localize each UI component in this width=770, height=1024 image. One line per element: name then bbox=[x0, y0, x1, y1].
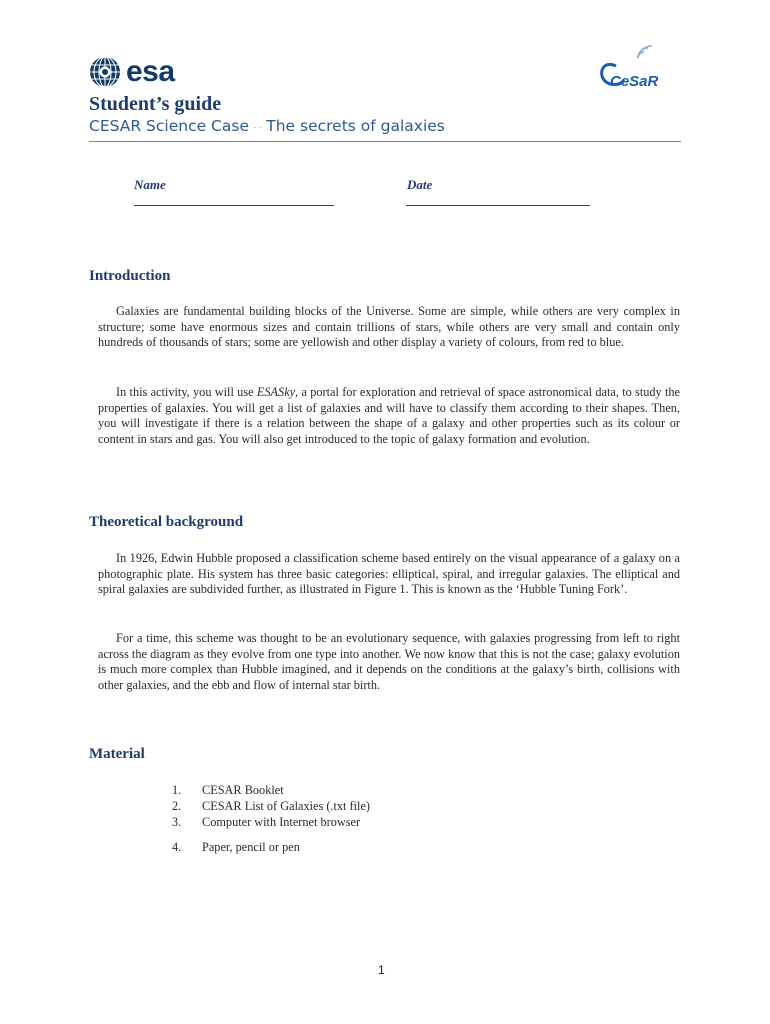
esa-logo-text: esa bbox=[126, 55, 175, 88]
subtitle-topic: The secrets of galaxies bbox=[266, 117, 445, 135]
list-item: 4. Paper, pencil or pen bbox=[172, 840, 300, 854]
list-item: 3. Computer with Internet browser bbox=[172, 815, 361, 829]
subtitle-separator: – – bbox=[253, 122, 263, 131]
esa-globe-icon bbox=[88, 55, 122, 89]
material-list bbox=[172, 782, 370, 855]
page-subtitle bbox=[89, 117, 445, 135]
cesar-logo bbox=[594, 44, 674, 92]
theory-heading: Theoretical background bbox=[89, 514, 244, 530]
svg-text:CeSaR: CeSaR bbox=[610, 73, 659, 90]
introduction-paragraph-2 bbox=[98, 385, 680, 448]
esa-logo bbox=[88, 54, 175, 90]
name-label: Name bbox=[134, 177, 166, 192]
introduction-heading: Introduction bbox=[89, 268, 171, 284]
introduction-paragraph-1: Galaxies are fundamental building blocks of the Universe. Some are simple, while others are very complex in structure; some have enormous sizes and contain trillions of stars, while others are very small and contain only hundreds of thousands of stars; some are yellowish and other display a variety of colours, from red to blue. bbox=[98, 304, 680, 350]
date-label: Date bbox=[407, 177, 433, 192]
theory-paragraph-2: For a time, this scheme was thought to be an evolutionary sequence, with galaxies progressing from left to right across the diagram as they evolve from one type into another. We now know that this is not the case; galaxy evolution is much more complex than Hubble imagined, and it depends on the conditions at the galaxy’s birth, collisions with other galaxies, and the ebb and flow of internal star birth. bbox=[98, 631, 680, 693]
date-field[interactable] bbox=[406, 205, 590, 206]
intro-p2-end: , a portal for exploration and retrieval of space astronomical data, to study the properties of galaxies. You will get a list of galaxies and will have to classify them according to their shapes. Then, you will investigate if there is a relation between the shape of a galaxy and other properties such as its colour or content in stars and gas. You will also get introduced to the topic of galaxy formation and evolution. bbox=[98, 385, 681, 447]
theory-paragraph-1: In 1926, Edwin Hubble proposed a classification scheme based entirely on the visual appearance of a galaxy on a photographic plate. His system has three basic categories: elliptical, spiral, and irregular galaxies. The elliptical and spiral galaxies are subdivided further, as illustrated in Figure 1. This is known as the ‘Hubble Tuning Fork’. bbox=[98, 551, 680, 597]
name-field[interactable] bbox=[134, 205, 334, 206]
esasky-term: ESASky bbox=[256, 385, 296, 399]
list-item: 2. CESAR List of Galaxies (.txt file) bbox=[172, 799, 371, 813]
material-heading: Material bbox=[89, 746, 145, 762]
subtitle-case: CESAR Science Case bbox=[89, 117, 249, 135]
intro-p2-start: In this activity, you will use bbox=[116, 385, 257, 399]
page-number: 1 bbox=[378, 963, 385, 977]
page-title: Student’s guide bbox=[89, 93, 222, 115]
title-divider bbox=[89, 141, 681, 142]
list-item: 1. CESAR Booklet bbox=[172, 783, 284, 797]
